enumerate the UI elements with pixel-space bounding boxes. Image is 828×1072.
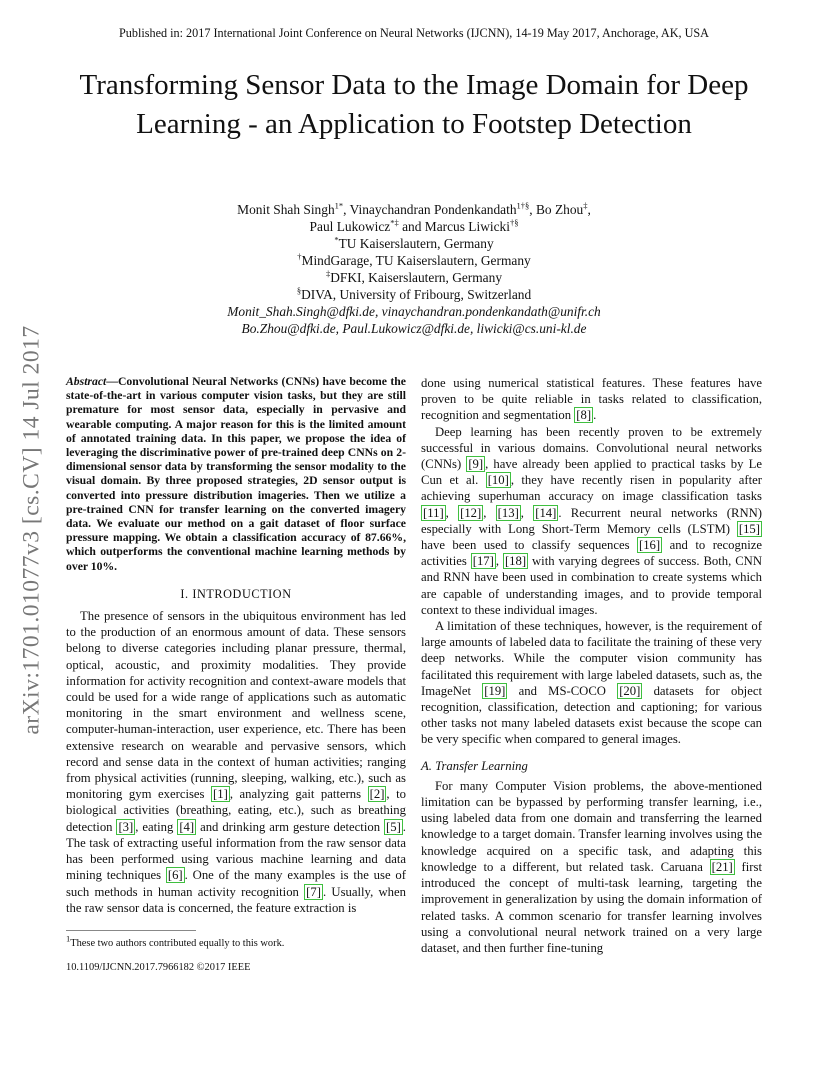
citation-link[interactable]: [10] — [487, 473, 509, 488]
citation-link[interactable]: [13] — [497, 505, 519, 520]
citation-link[interactable]: [4] — [179, 819, 195, 834]
citation-link[interactable]: [19] — [484, 683, 506, 698]
footnote: $^1$These two authors contributed equally to this work. — [66, 933, 285, 949]
affiliation-3: ‡DFKI, Kaiserslautern, Germany — [325, 268, 503, 285]
transfer-learning-paragraph: For many Computer Vision problems, the above-mentioned limitation can be bypassed by performing transfer learning, i.e., using labeled data from one domain and transferring the learned knowledge to a target domain. Transfer learning involves using the knowledge acquired on a specific task, and adapting this knowledge to a different, but related task. Caruana [21] first introduced the concept of multi-task learning, targeting the improvement in generalization by using the domain information of related tasks. A common scenario for transfer learning involves using a convolutional neural network trained on a very large dataset, and then further fine-tuning — [421, 778, 762, 955]
citation-link[interactable]: [9] — [468, 457, 484, 472]
affiliation-2: †MindGarage, TU Kaiserslautern, Germany — [297, 251, 531, 268]
intro-paragraph-1: The presence of sensors in the ubiquitous environment has led to the production of an enormous amount of data. These sensors belong to diverse categories including planar pressure, thermal, optical, acoustic, and proximity modalities. They provide information for activity recognition and context-aware models that could be used for a wide range of applications such as automatic monitoring in the smart environment and wellness scene, computer-human-interaction, user experience, etc. There has been extensive research on wearable and pervasive sensors, which record and sense data in the context of human activities; ranging from physical activities (running, sleeping, walking, etc.), such as monitoring gym exercises [1] , analyzing gait patterns [2] , to biological activities (breathing, eating, etc.), such as breathing detection [3] , eating [4] and drinking arm gesture detection [5] . The task of extracting useful information from the raw sensor data has been performed using various machine learning and data mining techniques [6] . One of the many examples is the use of such methods in human activity recognition [7] . Usually, when the raw sensor data is concerned, the feature extraction is — [66, 609, 406, 915]
citation-link[interactable]: [1] — [213, 787, 228, 802]
citation-link[interactable]: [7] — [306, 884, 321, 899]
citation-link[interactable]: [17] — [472, 554, 494, 569]
affiliation-4: §DIVA, University of Fribourg, Switzerland — [296, 285, 532, 302]
author-line-2: Paul Lukowicz*‡ and Marcus Liwicki†§ — [309, 217, 519, 234]
citation-link[interactable]: [16] — [638, 538, 661, 553]
paper-title: Transforming Sensor Data to the Image Domain for Deep Learning - an Application to Footstep Detection — [79, 69, 749, 140]
citation-link[interactable]: [12] — [460, 505, 482, 520]
intro-paragraph-2: Deep learning has been recently proven to be extremely successful in various domains. Convolutional neural networks (CNNs) [9] , have already been applied to practical tasks by Le Cun et al. [10] , they have recently risen in popularity after achieving superhuman accuracy on image classification tasks [11] , [12] , [13] , [14] . Recurrent neural networks (RNN) especially with Long Short-Term Memory cells (LSTM) [15] have been used to classify sequences [16] and to recognize activities [17] , [18] with varying degrees of success. Both, CNN and RNN have been used in combination to create systems which are capable of understanding images, and to provide temporal context to these individual images. — [421, 424, 762, 617]
citation-link[interactable]: [6] — [167, 868, 183, 883]
citation-link[interactable]: [5] — [386, 819, 401, 834]
citation-link[interactable]: [11] — [423, 505, 444, 520]
email-line-2: Bo.Zhou@dfki.de, Paul.Lukowicz@dfki.de, liwicki@cs.uni-kl.de — [241, 321, 587, 336]
citation-link[interactable]: [2] — [369, 787, 385, 802]
section-heading-introduction: I. INTRODUCTION — [180, 586, 292, 601]
footnote-rule — [66, 930, 196, 931]
arxiv-stamp: arXiv:1701.01077v3 [cs.CV] 14 Jul 2017 — [18, 325, 45, 735]
author-block — [40, 201, 788, 337]
conference-header: Published in: 2017 International Joint Conference on Neural Networks (IJCNN), 14-19 May 2017, Anchorage, AK, USA — [119, 26, 709, 40]
affiliation-1: *TU Kaiserslautern, Germany — [334, 234, 494, 251]
citation-link[interactable]: [3] — [118, 819, 134, 834]
intro-paragraph-continued: done using numerical statistical features. These features have proven to be quite reliable in tasks related to classification, recognition and segmentation [8] . — [421, 376, 762, 423]
intro-paragraph-3: A limitation of these techniques, however, is the requirement of large amounts of labeled data to facilitate the training of these very deep networks. While the computer vision community has facilitated this requirement with large labeled datasets, such as, the ImageNet [19] and MS-COCO [20] datasets for object recognition, classification, detection and captioning; for various other tasks not many labeled datasets exist because the scope can be very specific when compared to general images. — [421, 619, 762, 747]
left-column — [66, 375, 406, 916]
citation-link[interactable]: [8] — [576, 408, 592, 423]
citation-link[interactable]: [14] — [535, 505, 557, 520]
author-line-1: Monit Shah Singh$^{1*}$, Vinaychandran Pondenkandath$^{1\dagger\S}$, Bo Zhou‡, — [237, 200, 591, 217]
right-column — [421, 375, 762, 956]
email-line-1: Monit_Shah.Singh@dfki.de, vinaychandran.pondenkandath@unifr.ch — [227, 304, 601, 319]
citation-link[interactable]: [20] — [619, 683, 641, 698]
abstract: Abstract—Convolutional Neural Networks (CNNs) have become the state-of-the-art in various computer vision tasks, but they are still premature for most sensor data, especially in pervasive and wearable computing. A major reason for this is the limited amount of annotated training data. In this paper, we propose the idea of leveraging the discriminative power of pre-trained deep CNNs on 2-dimensional sensor data by transforming the sensor modality to the visual domain. By three proposed strategies, 2D sensor output is converted into pressure distribution imageries. Then we utilize a pre-trained CNN for transfer learning on the converted imagery data. We evaluate our method on a gait dataset of floor surface pressure mapping. We obtain a classification accuracy of 87.66%, which outperforms the conventional machine learning methods by over 10%. — [66, 375, 406, 573]
doi-line: 10.1109/IJCNN.2017.7966182 ©2017 IEEE — [66, 962, 251, 973]
citation-link[interactable]: [18] — [504, 554, 527, 569]
citation-link[interactable]: [15] — [738, 521, 760, 536]
subsection-heading-transfer-learning: A. Transfer Learning — [421, 758, 528, 773]
citation-link[interactable]: [21] — [711, 859, 733, 874]
